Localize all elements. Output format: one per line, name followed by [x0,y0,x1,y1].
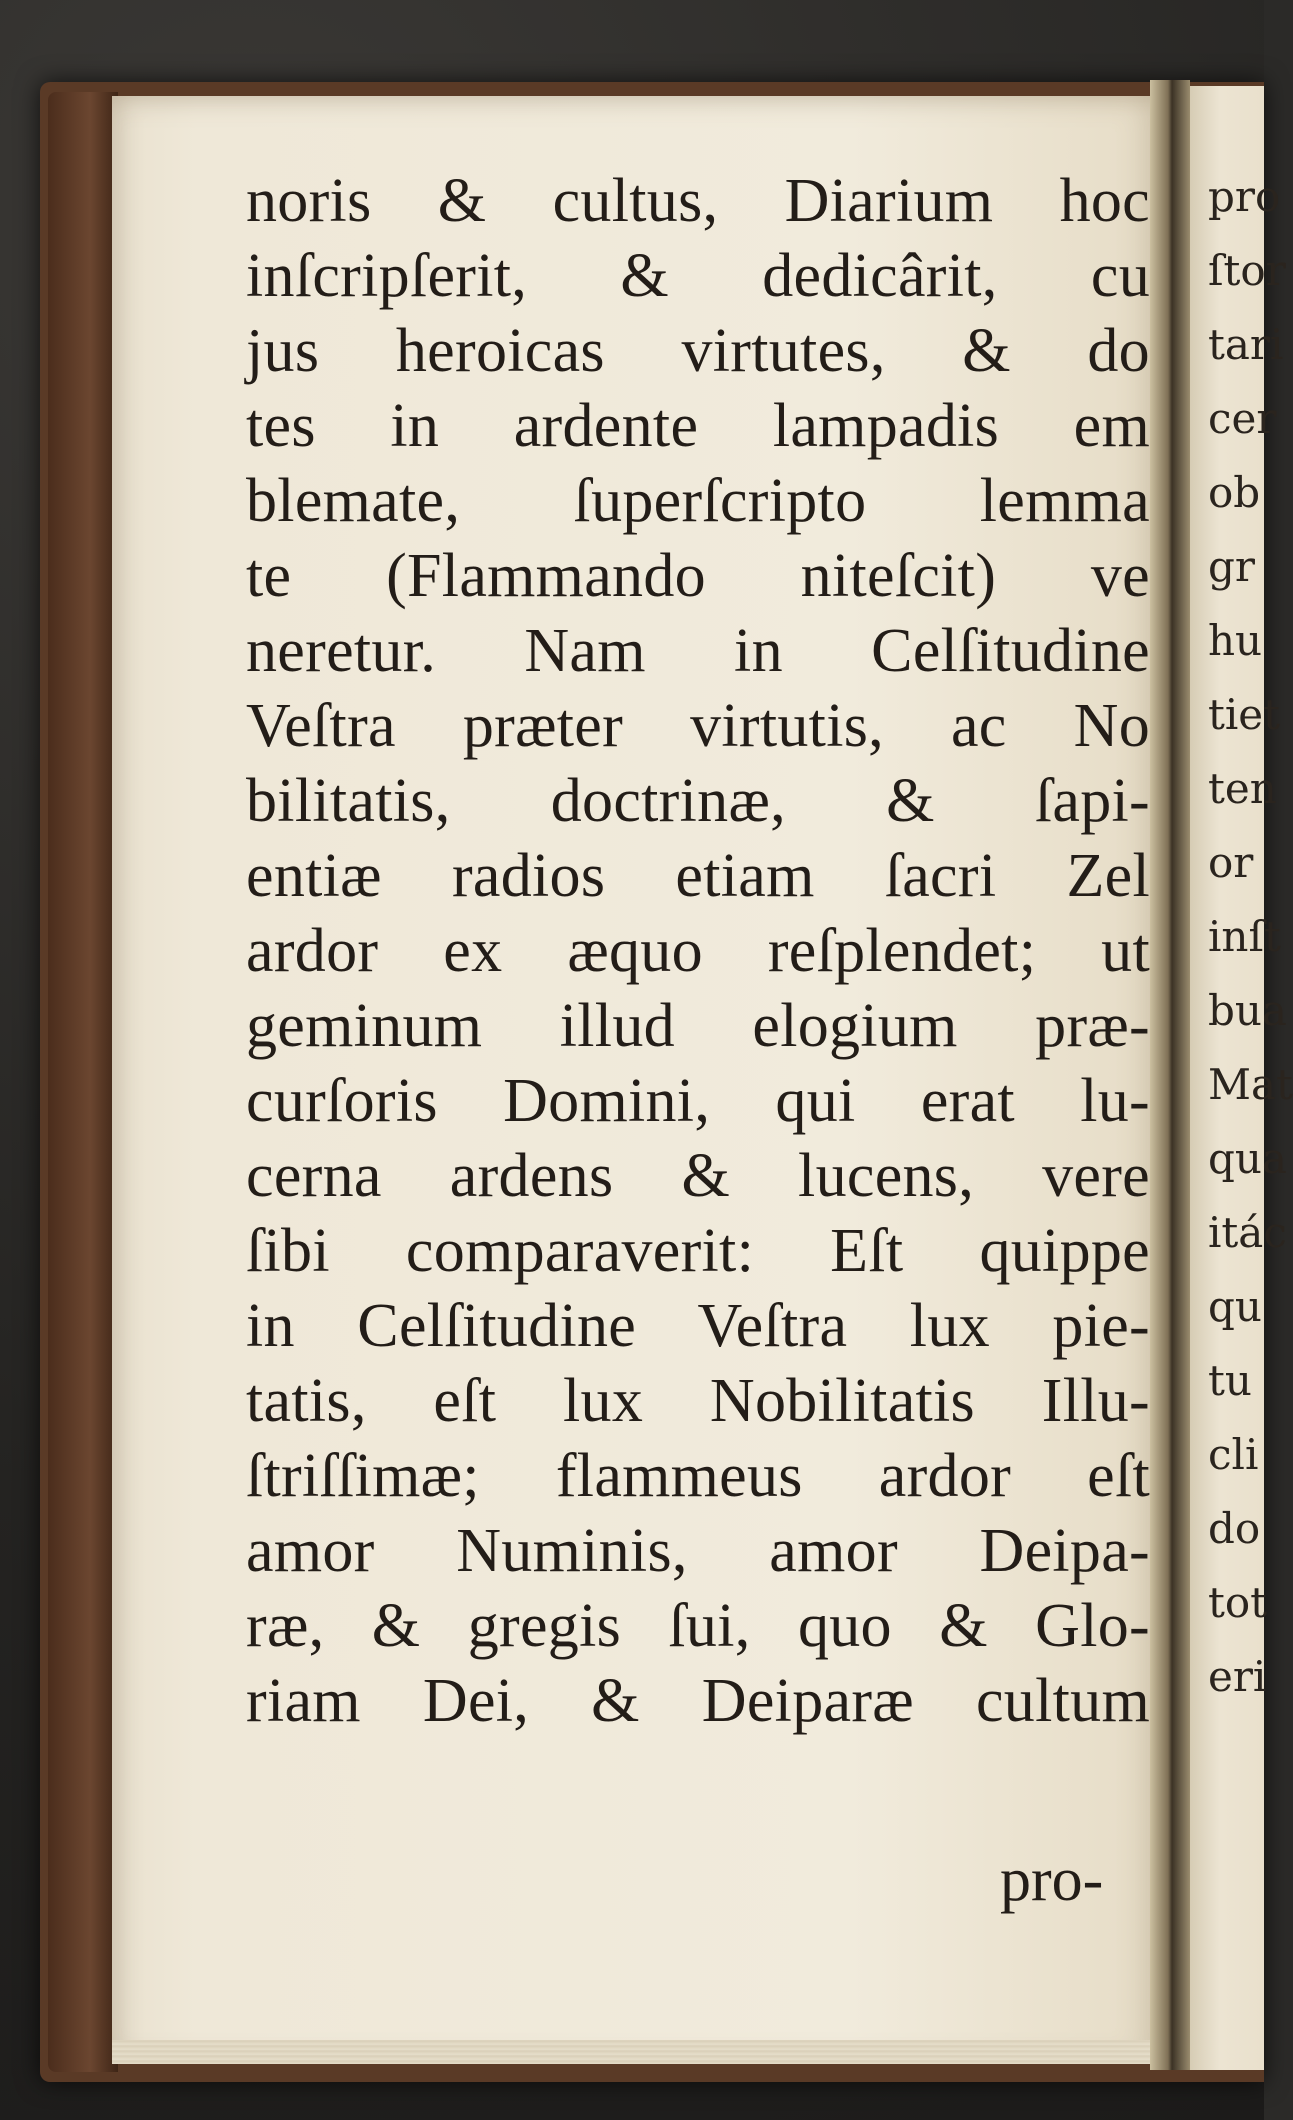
facing-page-fragment: hu [1208,616,1263,665]
facing-page-fragment: ten [1208,764,1277,813]
facing-page-fragment: qua [1208,1134,1287,1183]
text-line: tes in ardente lampadis em [246,392,1150,460]
facing-page-fragment: tu [1208,1356,1252,1405]
text-line: tatis, eſt lux Nobilitatis Illu- [246,1367,1150,1435]
book-gutter [1150,80,1190,2070]
catchword: pro- [1000,1846,1104,1914]
book-spine-edge [48,92,118,2072]
text-line: cerna ardens & lucens, vere [246,1142,1150,1210]
text-line: curſoris Domini, qui erat lu- [246,1067,1150,1135]
facing-page-fragment: tari [1208,320,1284,369]
text-line: geminum illud elogium præ- [246,992,1150,1060]
facing-page-fragment: do [1208,1504,1261,1553]
facing-page-fragment: qu [1208,1282,1262,1331]
facing-page-fragment: tot [1208,1578,1268,1627]
facing-page-fragment: gr [1208,542,1255,591]
facing-page-fragment: pro [1208,172,1281,221]
facing-page-fragment: Mat [1208,1060,1293,1109]
text-line: blemate, ſuperſcripto lemma [246,467,1150,535]
text-line: neretur. Nam in Celſitudine [246,617,1150,685]
text-line: noris & cultus, Diarium hoc [246,167,1150,235]
facing-page-fragment: eri [1208,1652,1267,1701]
page-edges [112,2040,1166,2064]
text-line: bilitatis, doctrinæ, & ſapi- [246,767,1150,835]
text-line: jus heroicas virtutes, & do [246,317,1150,385]
text-line: Veſtra præter virtutis, ac No [246,692,1150,760]
facing-page [1190,86,1293,2070]
facing-page-fragment: tiet [1208,690,1281,739]
facing-page-fragment: bua [1208,986,1287,1035]
facing-page-fragment: itác [1208,1208,1287,1257]
facing-page-fragment: ſtor [1208,246,1286,295]
facing-page-fragment: ob [1208,468,1261,517]
text-line: ſibi comparaverit: Eſt quippe [246,1217,1150,1285]
text-line: riam Dei, & Deiparæ cultum [246,1667,1150,1735]
text-line: ſtriſſimæ; flammeus ardor eſt [246,1442,1150,1510]
facing-page-fragment: or [1208,838,1254,887]
text-line: te (Flammando niteſcit) ve [246,542,1150,610]
text-line: amor Numinis, amor Deipa- [246,1517,1150,1585]
text-line: in Celſitudine Veſtra lux pie- [246,1292,1150,1360]
text-line: ræ, & gregis ſui, quo & Glo- [246,1592,1150,1660]
facing-page-fragment: cer [1208,394,1277,443]
facing-page-fragment: cli [1208,1430,1259,1479]
text-line: ardor ex æquo reſplendet; ut [246,917,1150,985]
text-line: inſcripſerit, & dedicârit, cu [246,242,1150,310]
facing-page-fragment: inſt [1208,912,1281,961]
text-line: entiæ radios etiam ſacri Zel [246,842,1150,910]
body-text [246,164,1150,1739]
